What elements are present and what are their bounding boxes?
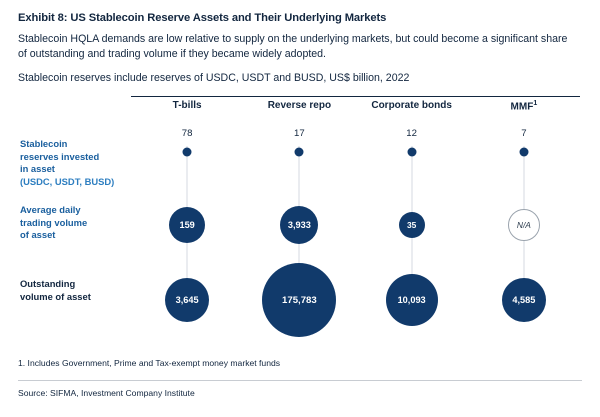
column-header-corporate-bonds: Corporate bonds <box>371 100 452 112</box>
page-subtitle: Stablecoin HQLA demands are low relative to supply on the underlying markets, but could become a significant share of outstanding and trading volume if they became widely adopted. <box>18 33 568 61</box>
bubble-chart <box>18 96 582 341</box>
row-label-line-2: volume of asset <box>20 290 91 302</box>
column-reverse-repo <box>243 118 355 341</box>
row-label-outstanding-volume <box>20 278 128 303</box>
bubble-trading-volume[interactable]: 35 <box>399 212 425 238</box>
bubble-outstanding-volume[interactable]: 3,645 <box>165 278 209 322</box>
value-label-reserves: 17 <box>294 128 305 140</box>
page-subtitle-secondary: Stablecoin reserves include reserves of USDC, USDT and BUSD, US$ billion, 2022 <box>18 71 410 84</box>
bubble-trading-volume[interactable]: 159 <box>169 207 205 243</box>
column-header-reverse-repo: Reverse repo <box>267 100 332 112</box>
bubble-reserves[interactable] <box>295 148 304 157</box>
row-label-line-1: Outstanding <box>20 278 76 290</box>
footnote: 1. Includes Government, Prime and Tax-exempt money market funds <box>18 358 281 368</box>
bubble-reserves[interactable] <box>183 148 192 157</box>
row-label-line-2: trading volume <box>20 216 88 228</box>
bubble-trading-volume[interactable]: 3,933 <box>280 206 318 244</box>
bubble-outstanding-volume[interactable]: 175,783 <box>262 263 336 337</box>
row-label-line-4: (USDC, USDT, BUSD) <box>20 176 115 188</box>
value-label-reserves: 78 <box>181 128 193 140</box>
bubble-outstanding-volume[interactable]: 10,093 <box>386 274 438 326</box>
row-label-line-3: in asset <box>20 163 55 175</box>
header-divider <box>131 96 580 97</box>
column-header-t-bills: T-bills <box>172 100 202 112</box>
row-label-line-1: Stablecoin <box>20 138 68 150</box>
row-label-line-3: of asset <box>20 229 56 241</box>
column-header-mmf: MMF$^1$ <box>510 100 538 113</box>
row-labels <box>18 96 130 341</box>
plot-area <box>131 118 580 341</box>
row-label-line-2: reserves invested <box>20 150 100 162</box>
bubble-reserves[interactable] <box>407 148 416 157</box>
value-label-reserves: 7 <box>521 128 527 140</box>
row-label-line-1: Average daily <box>20 204 81 216</box>
column-corporate-bonds <box>356 118 468 341</box>
page-title: Exhibit 8: US Stablecoin Reserve Assets and Their Underlying Markets <box>18 12 387 24</box>
column-headers <box>131 100 580 118</box>
value-label-reserves: 12 <box>406 128 417 140</box>
source-line: Source: SIFMA, Investment Company Institute <box>18 380 582 398</box>
bubble-trading-volume-na[interactable]: N/A <box>508 209 540 241</box>
bubble-outstanding-volume[interactable]: 4,585 <box>502 278 546 322</box>
row-label-stablecoin-reserves <box>20 138 128 189</box>
column-mmf <box>468 118 580 341</box>
column-t-bills <box>131 118 243 341</box>
bubble-reserves[interactable] <box>519 148 528 157</box>
row-label-average-daily-trading-volume <box>20 204 128 242</box>
